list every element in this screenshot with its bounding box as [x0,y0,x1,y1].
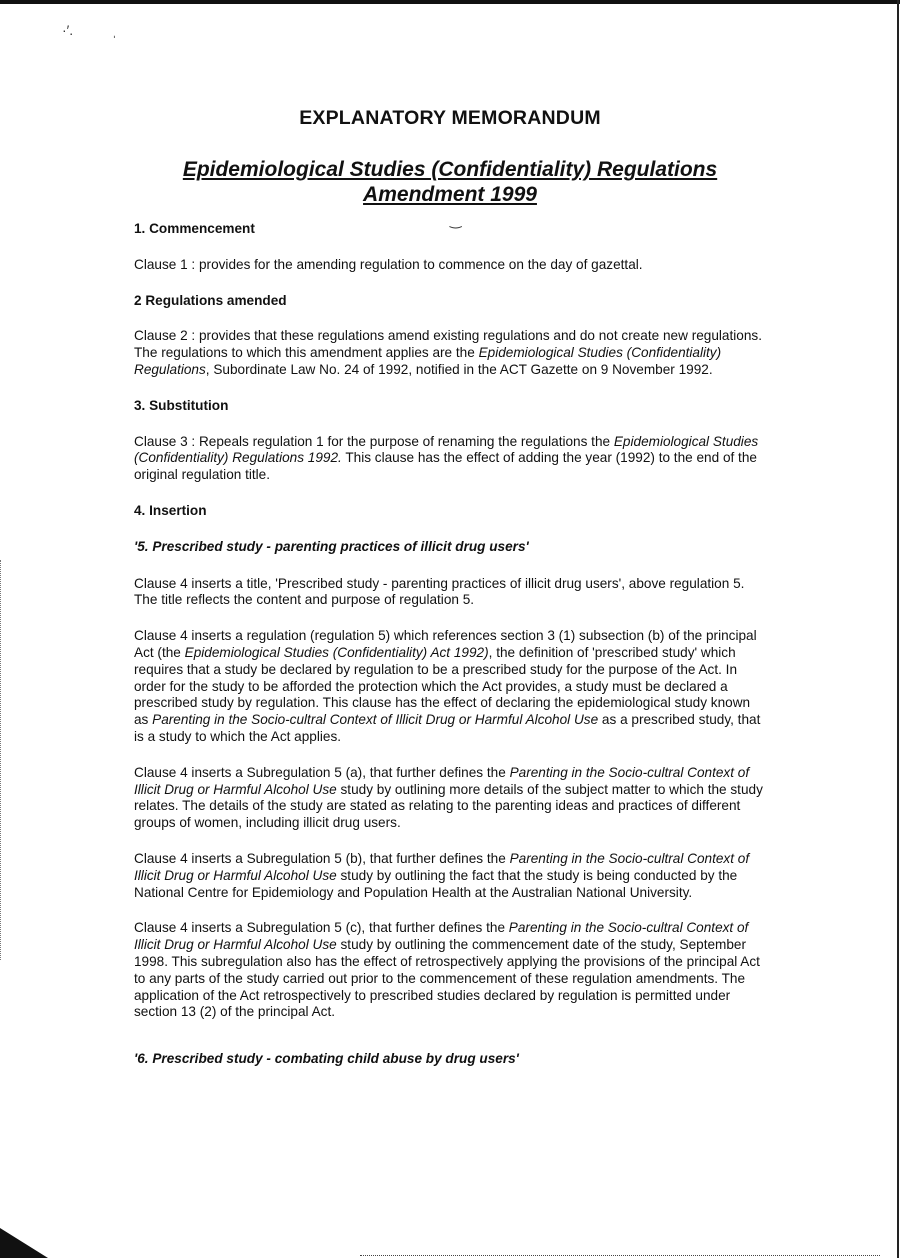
italic-title: Parenting in the Socio-cultral Context of Illicit Drug or Harmful Alcohol Use [152,712,599,728]
italic-title: Parenting in the Socio-cultral Context of Illicit Drug or Harmful Alcohol Use [134,850,750,883]
scan-noise-bottom [360,1254,880,1256]
section-heading-insertion: 4. Insertion [134,502,207,518]
scan-edge-top [0,0,900,4]
section-heading-regulation-5: '5. Prescribed study - parenting practices of illicit drug users' [134,538,529,554]
text-run: , Subordinate Law No. 24 of 1992, notified in the ACT Gazette on 9 November 1992. [205,361,713,377]
clause-3-paragraph [134,434,766,484]
text-run: Clause 3 : Repeals regulation 1 for the purpose of renaming the regulations the [134,433,614,449]
section-heading-substitution: 3. Substitution [134,397,229,413]
scan-speck: ‿ [450,212,462,228]
page-subtitle [0,157,900,207]
subregulation-5a-paragraph [134,765,766,832]
subregulation-5c-paragraph [134,920,766,1021]
memo-body [134,221,766,1088]
italic-title: Epidemiological Studies (Confidentiality) Act 1992) [184,644,489,660]
text-run: as a prescribed study, that is a study to which the Act applies. [134,712,761,744]
text-run: Clause 4 inserts a Subregulation 5 (c), that further defines the [134,920,509,936]
text-run: , the definition of 'prescribed study' which requires that a study be declared by regulation to be a prescribed study for the purpose of the Act. In order for the study to be afforded the protection which the Act provides, a study must be declared a prescribed study by regulation. This clause has the effect of declaring the epidemiological study known as [134,644,751,728]
section-heading-commencement: 1. Commencement [134,221,255,236]
subtitle-line-1: Epidemiological Studies (Confidentiality) Regulations [182,158,718,181]
scan-corner-mark [0,1228,48,1258]
clause-4-regulation-paragraph [134,628,766,746]
text-run: study by outlining the fact that the study is being conducted by the National Centre for Epidemiology and Population Health at the Australian National University. [134,867,738,900]
scan-speck: ˌ [112,22,117,38]
italic-title: Parenting in the Socio-cultral Context of Illicit Drug or Harmful Alcohol Use [134,920,749,953]
italic-title: Epidemiological Studies (Confidentiality) Regulations [134,345,722,377]
clause-1-paragraph: Clause 1 : provides for the amending regulation to commence on the day of gazettal. [134,256,643,272]
clause-4-title-paragraph: Clause 4 inserts a title, 'Prescribed study - parenting practices of illicit drug users', above regulation 5. The title reflects the content and purpose of regulation 5. [134,575,745,608]
text-run: study by outlining more details of the subject matter to which the study relates. The details of the study are stated as relating to the parenting ideas and practices of different groups of women, including illicit drug users. [134,781,763,831]
text-run: This clause has the effect of adding the year (1992) to the end of the original regulation title. [134,450,757,483]
text-run: Clause 4 inserts a regulation (regulation 5) which references section 3 (1) subsection (b) of the principal Act (the [134,628,757,660]
text-run: Clause 2 : provides that these regulations amend existing regulations and do not create new regulations. The regulations to which this amendment applies are the [134,328,762,361]
scan-noise-left [0,560,2,960]
text-run: Clause 4 inserts a Subregulation 5 (b), that further defines the [134,850,510,866]
section-heading-regulation-6: '6. Prescribed study - combating child abuse by drug users' [134,1051,519,1067]
page-title: EXPLANATORY MEMORANDUM [299,107,601,129]
subtitle-line-2: Amendment 1999 [363,183,537,206]
clause-2-paragraph [134,328,766,378]
subregulation-5b-paragraph [134,851,766,901]
text-run: study by outlining the commencement date of the study, September 1998. This subregulation also has the effect of retrospectively applying the provisions of the principal Act to any parts of the study carried out prior to the commencement of these regulation amendments. The application of the Act retrospectively to prescribed studies declared by regulation is permitted under section 13 (2) of the principal Act. [134,937,760,1020]
italic-title: Parenting in the Socio-cultral Context of Illicit Drug or Harmful Alcohol Use [134,764,750,797]
text-run: Clause 4 inserts a Subregulation 5 (a), that further defines the [134,764,510,780]
italic-title: Epidemiological Studies (Confidentiality) Regulations 1992. [134,433,759,466]
section-heading-regulations-amended: 2 Regulations amended [134,292,287,308]
scan-speck: ·′. [62,22,74,38]
